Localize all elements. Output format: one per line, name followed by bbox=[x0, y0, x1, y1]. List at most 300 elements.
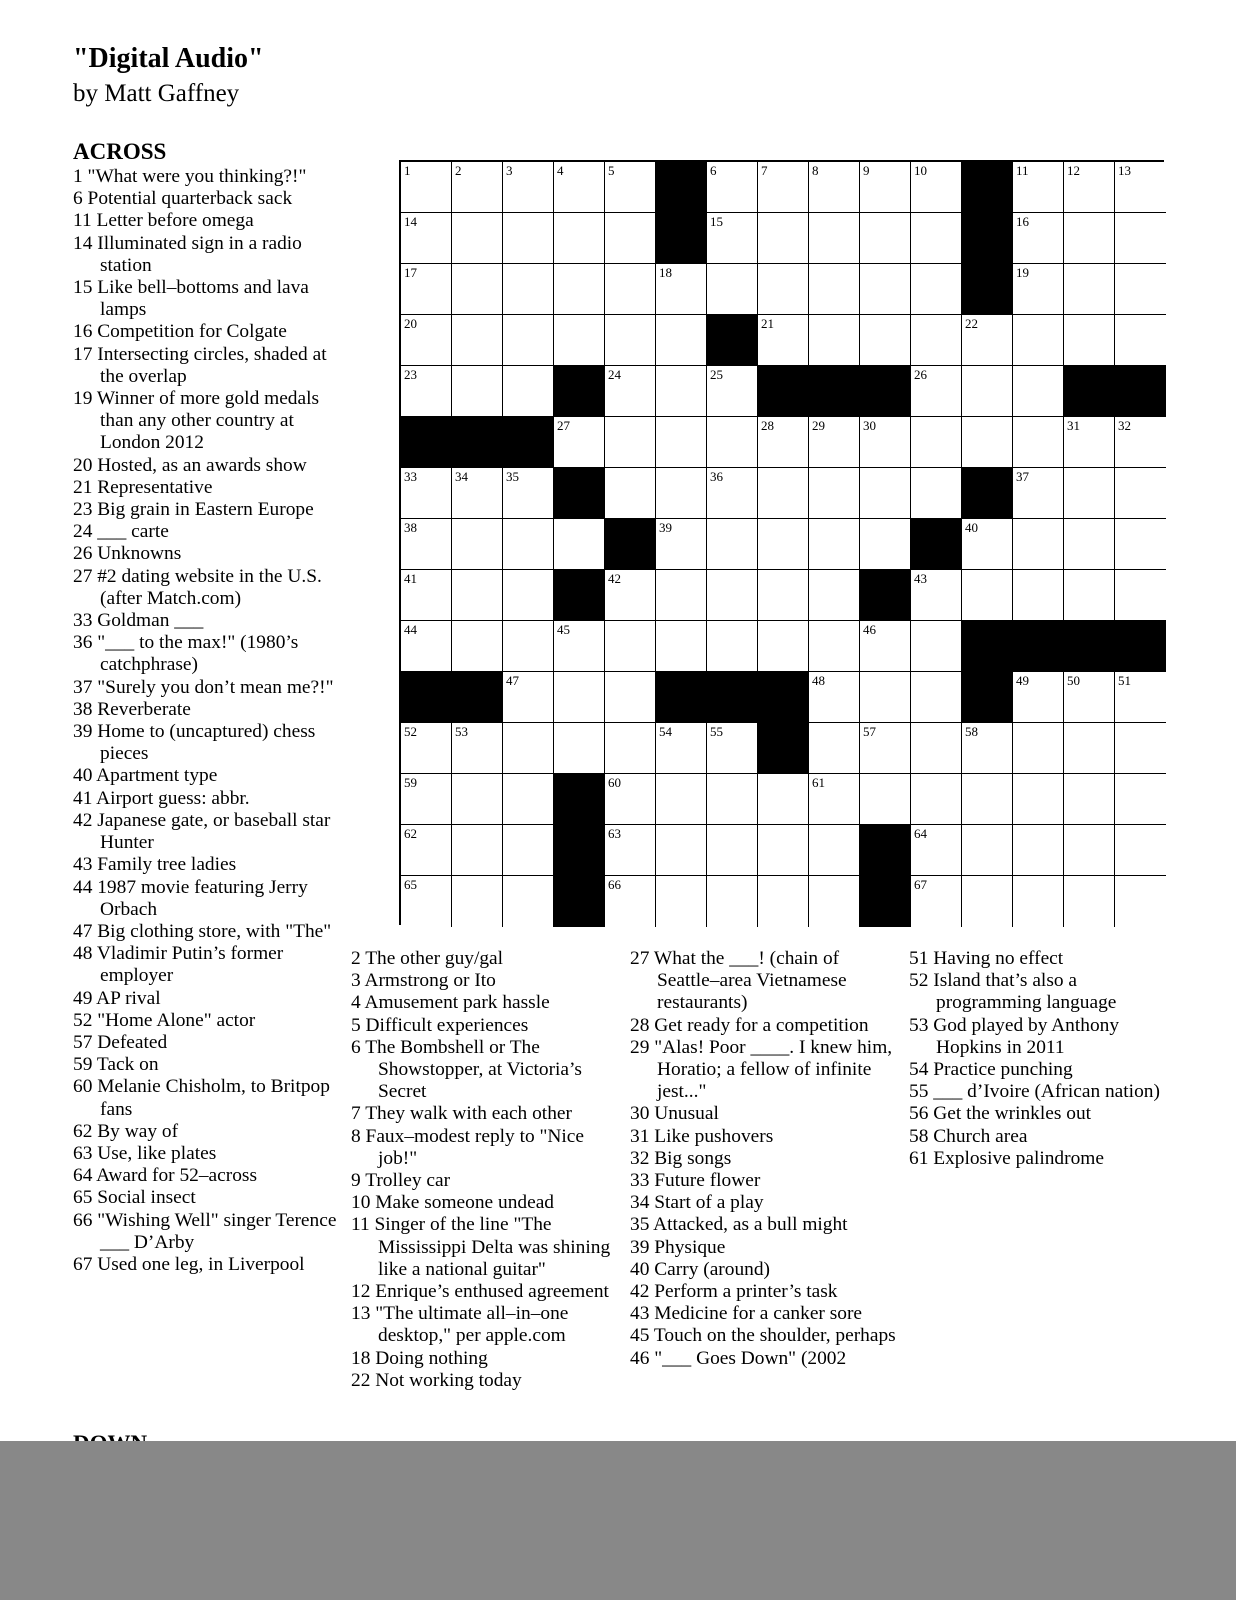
grid-cell[interactable] bbox=[1064, 876, 1115, 927]
cell-number: 41 bbox=[404, 571, 417, 586]
grid-cell[interactable] bbox=[911, 213, 962, 264]
grid-cell[interactable] bbox=[656, 723, 707, 774]
grid-cell[interactable] bbox=[809, 672, 860, 723]
cell-number: 54 bbox=[659, 724, 672, 739]
cell-number: 21 bbox=[761, 316, 774, 331]
grid-cell[interactable] bbox=[605, 468, 656, 519]
clue-item: 56 Get the wrinkles out bbox=[909, 1103, 1092, 1125]
grid-cell[interactable] bbox=[707, 264, 758, 315]
grid-cell[interactable] bbox=[809, 774, 860, 825]
grid-cell[interactable] bbox=[758, 315, 809, 366]
black-square bbox=[809, 366, 860, 417]
cell-number: 63 bbox=[608, 826, 621, 841]
grid-cell[interactable] bbox=[401, 774, 452, 825]
grid-cell[interactable] bbox=[809, 621, 860, 672]
grid-cell[interactable] bbox=[401, 570, 452, 621]
grid-cell[interactable] bbox=[605, 213, 656, 264]
cell-number: 52 bbox=[404, 724, 417, 739]
cell-number: 65 bbox=[404, 877, 417, 892]
cell-number: 7 bbox=[761, 163, 768, 178]
black-square bbox=[554, 876, 605, 927]
grid-cell[interactable] bbox=[605, 774, 656, 825]
clue-item: 65 Social insect bbox=[73, 1187, 196, 1209]
grid-cell[interactable] bbox=[1064, 519, 1115, 570]
down-clue-list-column-1 bbox=[351, 948, 619, 1392]
across-clue-list bbox=[73, 166, 341, 1276]
grid-cell[interactable] bbox=[452, 723, 503, 774]
grid-cell[interactable] bbox=[1064, 468, 1115, 519]
grid-cell[interactable] bbox=[1013, 468, 1064, 519]
cell-number: 29 bbox=[812, 418, 825, 433]
grid-cell[interactable] bbox=[911, 825, 962, 876]
cell-number: 27 bbox=[557, 418, 570, 433]
grid-cell[interactable] bbox=[860, 213, 911, 264]
grid-cell[interactable] bbox=[1064, 315, 1115, 366]
down-clue-list-column-3 bbox=[909, 948, 1177, 1170]
grid-cell[interactable] bbox=[503, 825, 554, 876]
grid-cell[interactable] bbox=[605, 264, 656, 315]
grid-cell[interactable] bbox=[911, 723, 962, 774]
grid-cell[interactable] bbox=[503, 264, 554, 315]
grid-cell[interactable] bbox=[1064, 213, 1115, 264]
grid-cell[interactable] bbox=[605, 621, 656, 672]
black-square bbox=[707, 672, 758, 723]
black-square bbox=[758, 723, 809, 774]
grid-cell[interactable] bbox=[452, 774, 503, 825]
grid-cell[interactable] bbox=[758, 825, 809, 876]
cell-number: 26 bbox=[914, 367, 927, 382]
grid-cell[interactable] bbox=[503, 723, 554, 774]
grid-cell[interactable] bbox=[707, 417, 758, 468]
black-square bbox=[911, 519, 962, 570]
grid-cell[interactable] bbox=[1115, 876, 1166, 927]
black-square bbox=[860, 366, 911, 417]
cell-number: 14 bbox=[404, 214, 417, 229]
black-square bbox=[401, 672, 452, 723]
clue-item: 29 "Alas! Poor ____. I knew him, Horatio; a fellow of infinite jest..." bbox=[630, 1036, 893, 1103]
grid-cell[interactable] bbox=[911, 621, 962, 672]
grid-cell[interactable] bbox=[656, 621, 707, 672]
clue-item: 51 Having no effect bbox=[909, 948, 1064, 969]
grid-cell[interactable] bbox=[503, 468, 554, 519]
grid-cell[interactable] bbox=[707, 468, 758, 519]
grid-cell[interactable] bbox=[707, 213, 758, 264]
cell-number: 64 bbox=[914, 826, 927, 841]
grid-cell[interactable] bbox=[503, 774, 554, 825]
grid-cell[interactable] bbox=[860, 417, 911, 468]
cell-number: 58 bbox=[965, 724, 978, 739]
grid-cell[interactable] bbox=[1013, 825, 1064, 876]
grid-cell[interactable] bbox=[809, 519, 860, 570]
grid-cell[interactable] bbox=[1115, 774, 1166, 825]
grid-cell[interactable] bbox=[1013, 774, 1064, 825]
grid-cell[interactable] bbox=[656, 519, 707, 570]
grid-cell[interactable] bbox=[707, 876, 758, 927]
clue-item: 36 "___ to the max!" (1980’s catchphrase) bbox=[73, 632, 299, 676]
grid-cell[interactable] bbox=[1013, 672, 1064, 723]
grid-cell[interactable] bbox=[503, 315, 554, 366]
grid-cell[interactable] bbox=[1115, 264, 1166, 315]
grid-cell[interactable] bbox=[1013, 366, 1064, 417]
grid-cell[interactable] bbox=[452, 876, 503, 927]
grid-cell[interactable] bbox=[554, 315, 605, 366]
grid-cell[interactable] bbox=[707, 162, 758, 213]
cell-number: 19 bbox=[1016, 265, 1029, 280]
clue-item: 53 God played by Anthony Hopkins in 2011 bbox=[909, 1014, 1120, 1058]
grid-cell[interactable] bbox=[1013, 264, 1064, 315]
grid-cell[interactable] bbox=[1013, 723, 1064, 774]
grid-cell[interactable] bbox=[758, 519, 809, 570]
clue-item: 61 Explosive palindrome bbox=[909, 1147, 1104, 1169]
grid-cell[interactable] bbox=[554, 519, 605, 570]
cell-number: 4 bbox=[557, 163, 564, 178]
grid-cell[interactable] bbox=[860, 723, 911, 774]
grid-cell[interactable] bbox=[809, 264, 860, 315]
grid-cell[interactable] bbox=[860, 672, 911, 723]
grid-cell[interactable] bbox=[554, 264, 605, 315]
grid-cell[interactable] bbox=[452, 468, 503, 519]
clue-item: 12 Enrique’s enthused agreement bbox=[351, 1281, 609, 1303]
grid-cell[interactable] bbox=[707, 570, 758, 621]
cell-number: 47 bbox=[506, 673, 519, 688]
clue-item: 11 Singer of the line "The Mississippi Delta was shining like a national guitar" bbox=[351, 1214, 611, 1280]
clue-item: 37 "Surely you don’t mean me?!" bbox=[73, 676, 334, 698]
cell-number: 60 bbox=[608, 775, 621, 790]
grid-cell[interactable] bbox=[605, 723, 656, 774]
cell-number: 34 bbox=[455, 469, 468, 484]
grid-cell[interactable] bbox=[707, 366, 758, 417]
grid-cell[interactable] bbox=[707, 519, 758, 570]
cell-number: 66 bbox=[608, 877, 621, 892]
grid-cell[interactable] bbox=[809, 417, 860, 468]
grid-cell[interactable] bbox=[452, 366, 503, 417]
grid-cell[interactable] bbox=[605, 315, 656, 366]
cell-number: 3 bbox=[506, 163, 513, 178]
grid-cell[interactable] bbox=[656, 825, 707, 876]
grid-cell[interactable] bbox=[911, 366, 962, 417]
cell-number: 11 bbox=[1016, 163, 1029, 178]
cell-number: 13 bbox=[1118, 163, 1131, 178]
black-square bbox=[962, 621, 1013, 672]
grid-cell[interactable] bbox=[503, 621, 554, 672]
grid-cell[interactable] bbox=[401, 366, 452, 417]
cell-number: 45 bbox=[557, 622, 570, 637]
clue-item: 40 Carry (around) bbox=[630, 1258, 770, 1280]
grid-cell[interactable] bbox=[554, 621, 605, 672]
clue-item: 46 "___ Goes Down" (2002 bbox=[630, 1347, 847, 1369]
clue-item: 22 Not working today bbox=[351, 1369, 522, 1391]
black-square bbox=[401, 417, 452, 468]
cell-number: 40 bbox=[965, 520, 978, 535]
grid-cell[interactable] bbox=[1115, 162, 1166, 213]
cell-number: 36 bbox=[710, 469, 723, 484]
grid-cell[interactable] bbox=[860, 468, 911, 519]
grid-cell[interactable] bbox=[656, 264, 707, 315]
grid-cell[interactable] bbox=[1064, 417, 1115, 468]
grid-cell[interactable] bbox=[503, 213, 554, 264]
grid-cell[interactable] bbox=[911, 417, 962, 468]
clue-item: 34 Start of a play bbox=[630, 1192, 764, 1214]
grid-cell[interactable] bbox=[911, 315, 962, 366]
grid-cell[interactable] bbox=[1115, 570, 1166, 621]
clue-item: 8 Faux–modest reply to "Nice job!" bbox=[351, 1125, 585, 1169]
grid-cell[interactable] bbox=[1013, 162, 1064, 213]
grid-cell[interactable] bbox=[809, 162, 860, 213]
down-clue-list-column-2 bbox=[630, 948, 898, 1370]
grid-cell[interactable] bbox=[1115, 315, 1166, 366]
grid-cell[interactable] bbox=[758, 774, 809, 825]
grid-cell[interactable] bbox=[962, 825, 1013, 876]
grid-cell[interactable] bbox=[452, 519, 503, 570]
grid-cell[interactable] bbox=[962, 417, 1013, 468]
grid-cell[interactable] bbox=[911, 162, 962, 213]
cell-number: 53 bbox=[455, 724, 468, 739]
grid-cell[interactable] bbox=[605, 570, 656, 621]
grid-cell[interactable] bbox=[911, 672, 962, 723]
clue-item: 6 Potential quarterback sack bbox=[73, 188, 293, 210]
grid-cell[interactable] bbox=[656, 366, 707, 417]
cell-number: 61 bbox=[812, 775, 825, 790]
grid-cell[interactable] bbox=[758, 570, 809, 621]
clue-item: 63 Use, like plates bbox=[73, 1142, 217, 1164]
grid-cell[interactable] bbox=[707, 723, 758, 774]
grid-cell[interactable] bbox=[401, 519, 452, 570]
grid-cell[interactable] bbox=[911, 264, 962, 315]
grid-cell[interactable] bbox=[860, 621, 911, 672]
grid-cell[interactable] bbox=[401, 876, 452, 927]
clue-item: 43 Family tree ladies bbox=[73, 854, 237, 876]
grid-cell[interactable] bbox=[503, 519, 554, 570]
grid-cell[interactable] bbox=[401, 825, 452, 876]
grid-cell[interactable] bbox=[1064, 825, 1115, 876]
cell-number: 38 bbox=[404, 520, 417, 535]
black-square bbox=[1064, 621, 1115, 672]
black-square bbox=[962, 264, 1013, 315]
grid-cell[interactable] bbox=[1064, 723, 1115, 774]
clue-item: 27 What the ___! (chain of Seattle–area Vietnamese restaurants) bbox=[630, 948, 847, 1014]
clue-item: 49 AP rival bbox=[73, 987, 161, 1009]
clue-item: 44 1987 movie featuring Jerry Orbach bbox=[73, 876, 308, 920]
grid-cell[interactable] bbox=[911, 570, 962, 621]
clue-item: 47 Big clothing store, with "The" bbox=[73, 920, 332, 942]
grid-cell[interactable] bbox=[860, 519, 911, 570]
grid-cell[interactable] bbox=[401, 723, 452, 774]
grid-cell[interactable] bbox=[1013, 315, 1064, 366]
cell-number: 9 bbox=[863, 163, 870, 178]
grid-cell[interactable] bbox=[401, 162, 452, 213]
grid-cell[interactable] bbox=[554, 162, 605, 213]
grid-cell[interactable] bbox=[401, 468, 452, 519]
grid-cell[interactable] bbox=[1115, 672, 1166, 723]
clue-item: 39 Physique bbox=[630, 1236, 726, 1258]
grid-cell[interactable] bbox=[911, 468, 962, 519]
grid-cell[interactable] bbox=[758, 876, 809, 927]
grid-cell[interactable] bbox=[554, 723, 605, 774]
grid-cell[interactable] bbox=[605, 417, 656, 468]
clue-item: 45 Touch on the shoulder, perhaps bbox=[630, 1325, 896, 1347]
black-square bbox=[860, 825, 911, 876]
clue-item: 33 Future flower bbox=[630, 1170, 761, 1192]
grid-cell[interactable] bbox=[962, 876, 1013, 927]
cell-number: 20 bbox=[404, 316, 417, 331]
cell-number: 32 bbox=[1118, 418, 1131, 433]
cell-number: 43 bbox=[914, 571, 927, 586]
grid-cell[interactable] bbox=[1013, 570, 1064, 621]
grid-cell[interactable] bbox=[860, 315, 911, 366]
cell-number: 30 bbox=[863, 418, 876, 433]
grid-cell[interactable] bbox=[1115, 468, 1166, 519]
grid-cell[interactable] bbox=[452, 213, 503, 264]
grid-cell[interactable] bbox=[401, 213, 452, 264]
grid-cell[interactable] bbox=[1115, 519, 1166, 570]
grid-cell[interactable] bbox=[1115, 723, 1166, 774]
grid-cell[interactable] bbox=[656, 417, 707, 468]
clue-item: 66 "Wishing Well" singer Terence ___ D’Arby bbox=[73, 1209, 337, 1253]
cell-number: 39 bbox=[659, 520, 672, 535]
grid-cell[interactable] bbox=[452, 315, 503, 366]
grid-cell[interactable] bbox=[605, 825, 656, 876]
grid-cell[interactable] bbox=[707, 621, 758, 672]
black-square bbox=[758, 672, 809, 723]
grid-cell[interactable] bbox=[860, 162, 911, 213]
grid-cell[interactable] bbox=[554, 672, 605, 723]
grid-cell[interactable] bbox=[911, 876, 962, 927]
clue-item: 41 Airport guess: abbr. bbox=[73, 787, 250, 809]
grid-cell[interactable] bbox=[605, 672, 656, 723]
grid-cell[interactable] bbox=[911, 774, 962, 825]
grid-cell[interactable] bbox=[605, 366, 656, 417]
grid-cell[interactable] bbox=[962, 774, 1013, 825]
black-square bbox=[1013, 621, 1064, 672]
grid-cell[interactable] bbox=[1013, 876, 1064, 927]
grid-cell[interactable] bbox=[656, 315, 707, 366]
clue-item: 60 Melanie Chisholm, to Britpop fans bbox=[73, 1076, 330, 1120]
grid-cell[interactable] bbox=[503, 876, 554, 927]
grid-cell[interactable] bbox=[503, 672, 554, 723]
grid-cell[interactable] bbox=[1064, 162, 1115, 213]
black-square bbox=[452, 672, 503, 723]
grid-cell[interactable] bbox=[656, 570, 707, 621]
clue-item: 43 Medicine for a canker sore bbox=[630, 1303, 863, 1325]
grid-cell[interactable] bbox=[1115, 825, 1166, 876]
grid-cell[interactable] bbox=[452, 825, 503, 876]
clue-item: 23 Big grain in Eastern Europe bbox=[73, 499, 314, 521]
grid-cell[interactable] bbox=[758, 162, 809, 213]
grid-cell[interactable] bbox=[758, 264, 809, 315]
grid-cell[interactable] bbox=[452, 264, 503, 315]
grid-cell[interactable] bbox=[758, 621, 809, 672]
grid-cell[interactable] bbox=[962, 723, 1013, 774]
cell-number: 22 bbox=[965, 316, 978, 331]
cell-number: 42 bbox=[608, 571, 621, 586]
grid-cell[interactable] bbox=[809, 213, 860, 264]
grid-cell[interactable] bbox=[860, 264, 911, 315]
grid-cell[interactable] bbox=[452, 621, 503, 672]
clue-item: 52 Island that’s also a programming language bbox=[909, 970, 1117, 1014]
puzzle-byline: by Matt Gaffney bbox=[73, 80, 240, 107]
cell-number: 31 bbox=[1067, 418, 1080, 433]
cell-number: 24 bbox=[608, 367, 621, 382]
grid-cell[interactable] bbox=[1115, 417, 1166, 468]
grid-cell[interactable] bbox=[656, 468, 707, 519]
grid-cell[interactable] bbox=[401, 621, 452, 672]
clue-item: 64 Award for 52–across bbox=[73, 1165, 258, 1187]
grid-cell[interactable] bbox=[809, 825, 860, 876]
grid-cell[interactable] bbox=[1013, 519, 1064, 570]
clue-item: 15 Like bell–bottoms and lava lamps bbox=[73, 277, 309, 321]
cell-number: 35 bbox=[506, 469, 519, 484]
grid-cell[interactable] bbox=[1064, 264, 1115, 315]
grid-cell[interactable] bbox=[758, 213, 809, 264]
grid-cell[interactable] bbox=[962, 366, 1013, 417]
grid-cell[interactable] bbox=[503, 162, 554, 213]
grid-cell[interactable] bbox=[962, 315, 1013, 366]
cell-number: 1 bbox=[404, 163, 411, 178]
clue-item: 32 Big songs bbox=[630, 1147, 732, 1169]
grid-cell[interactable] bbox=[707, 774, 758, 825]
grid-cell[interactable] bbox=[758, 417, 809, 468]
grid-cell[interactable] bbox=[656, 876, 707, 927]
grid-cell[interactable] bbox=[554, 417, 605, 468]
cell-number: 8 bbox=[812, 163, 819, 178]
grid-cell[interactable] bbox=[401, 264, 452, 315]
clue-item: 13 "The ultimate all–in–one desktop," per apple.com bbox=[351, 1303, 569, 1347]
grid-cell[interactable] bbox=[452, 162, 503, 213]
clue-item: 38 Reverberate bbox=[73, 698, 191, 720]
black-square bbox=[758, 366, 809, 417]
grid-cell[interactable] bbox=[707, 825, 758, 876]
grid-cell[interactable] bbox=[809, 315, 860, 366]
clue-item: 30 Unusual bbox=[630, 1103, 719, 1125]
crossword-grid bbox=[399, 160, 1164, 925]
black-square bbox=[962, 213, 1013, 264]
grid-cell[interactable] bbox=[809, 876, 860, 927]
clue-item: 20 Hosted, as an awards show bbox=[73, 454, 307, 476]
grid-cell[interactable] bbox=[758, 468, 809, 519]
cell-number: 49 bbox=[1016, 673, 1029, 688]
grid-cell[interactable] bbox=[1013, 417, 1064, 468]
cell-number: 37 bbox=[1016, 469, 1029, 484]
grid-cell[interactable] bbox=[452, 570, 503, 621]
grid-cell[interactable] bbox=[809, 468, 860, 519]
grid-cell[interactable] bbox=[554, 213, 605, 264]
grid-cell[interactable] bbox=[503, 366, 554, 417]
grid-cell[interactable] bbox=[1115, 213, 1166, 264]
clue-item: 42 Japanese gate, or baseball star Hunter bbox=[73, 809, 331, 854]
clue-item: 10 Make someone undead bbox=[351, 1192, 555, 1214]
grid-cell[interactable] bbox=[1064, 672, 1115, 723]
grid-cell[interactable] bbox=[809, 723, 860, 774]
cell-number: 67 bbox=[914, 877, 927, 892]
grid-cell[interactable] bbox=[809, 570, 860, 621]
grid-cell[interactable] bbox=[1013, 213, 1064, 264]
grid-cell[interactable] bbox=[503, 570, 554, 621]
grid-cell[interactable] bbox=[962, 519, 1013, 570]
grid-cell[interactable] bbox=[860, 774, 911, 825]
grid-cell[interactable] bbox=[401, 315, 452, 366]
grid-cell[interactable] bbox=[656, 774, 707, 825]
grid-cell[interactable] bbox=[605, 876, 656, 927]
grid-cell[interactable] bbox=[962, 570, 1013, 621]
black-square bbox=[554, 774, 605, 825]
across-heading: ACROSS bbox=[73, 139, 167, 164]
clue-item: 28 Get ready for a competition bbox=[630, 1014, 869, 1036]
cell-number: 2 bbox=[455, 163, 462, 178]
grid-cell[interactable] bbox=[1064, 570, 1115, 621]
clue-item: 11 Letter before omega bbox=[73, 210, 254, 232]
grid-cell[interactable] bbox=[1064, 774, 1115, 825]
grid-cell[interactable] bbox=[605, 162, 656, 213]
